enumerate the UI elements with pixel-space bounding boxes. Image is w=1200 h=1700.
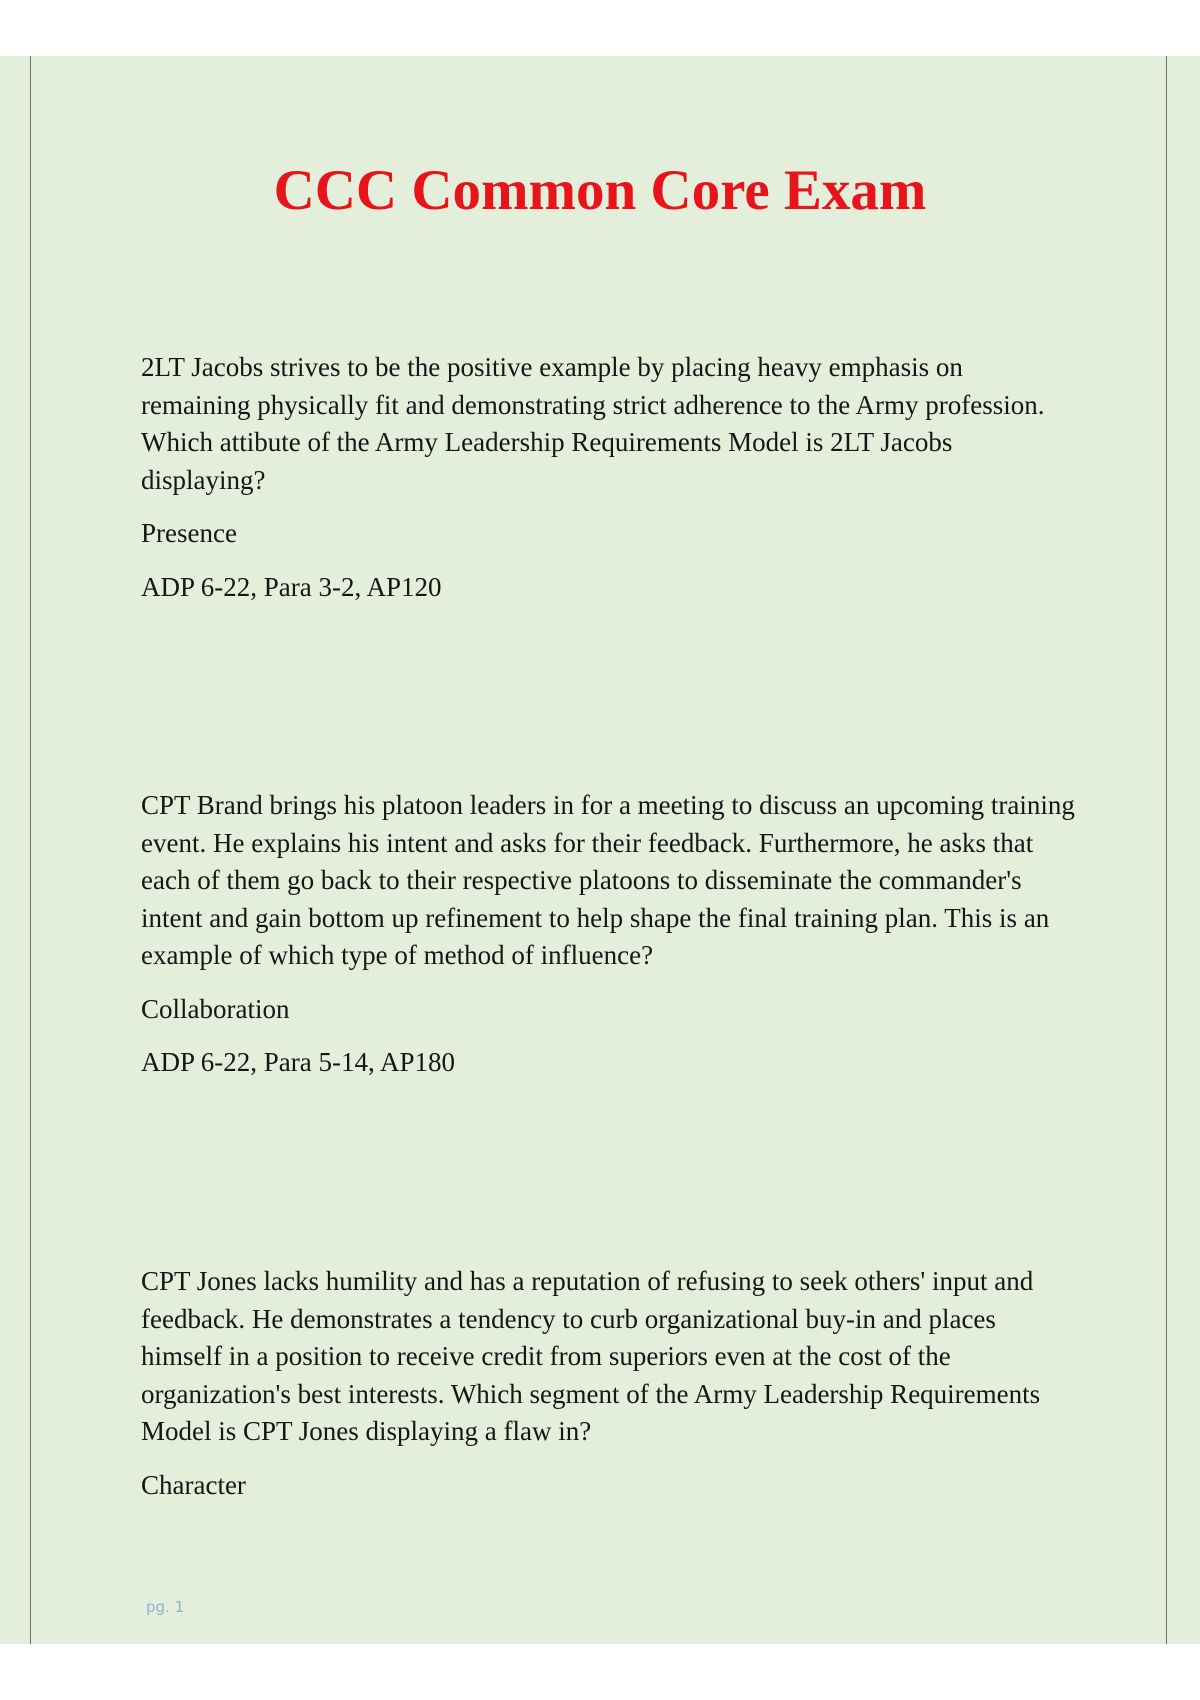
reference-text: ADP 6-22, Para 5-14, AP180 <box>141 1047 455 1077</box>
question-block-1 <box>141 349 1076 606</box>
answer-text: Collaboration <box>141 993 290 1024</box>
page-title: CCC Common Core Exam <box>273 159 927 222</box>
reference-text: ADP 6-22, Para 3-2, AP120 <box>141 571 442 602</box>
page-number: pg. 1 <box>146 1598 185 1616</box>
document-page <box>0 56 1200 1644</box>
question-text: 2LT Jacobs strives to be the positive example by placing heavy emphasis on remaining physically fit and demonstrating strict adherence to the Army profession. Which attibute of the Army Leadership Requirements Model is 2LT Jacobs displaying? <box>141 352 1045 495</box>
question-block-3 <box>141 1263 1076 1504</box>
question-text: CPT Jones lacks humility and has a reputation of refusing to seek others' input and feedback. He demonstrates a tendency to curb organizational buy-in and places himself in a position to receive credit from superiors even at the cost of the organization's best interests. Which segment of the Army Leadership Requirements Model is CPT Jones displaying a flaw in? <box>141 1266 1041 1446</box>
answer-text: Presence <box>141 518 237 548</box>
page-right-border <box>1166 56 1167 1644</box>
answer-text: Character <box>141 1469 246 1500</box>
question-text: CPT Brand brings his platoon leaders in for a meeting to discuss an upcoming training event. He explains his intent and asks for their feedback. Furthermore, he asks that each of them go back to their respective platoons to disseminate the commander's intent and gain bottom up refinement to help shape the final training plan. This is an example of which type of method of influence? <box>141 790 1075 970</box>
question-block-2 <box>141 787 1076 1082</box>
page-left-border <box>30 56 31 1644</box>
